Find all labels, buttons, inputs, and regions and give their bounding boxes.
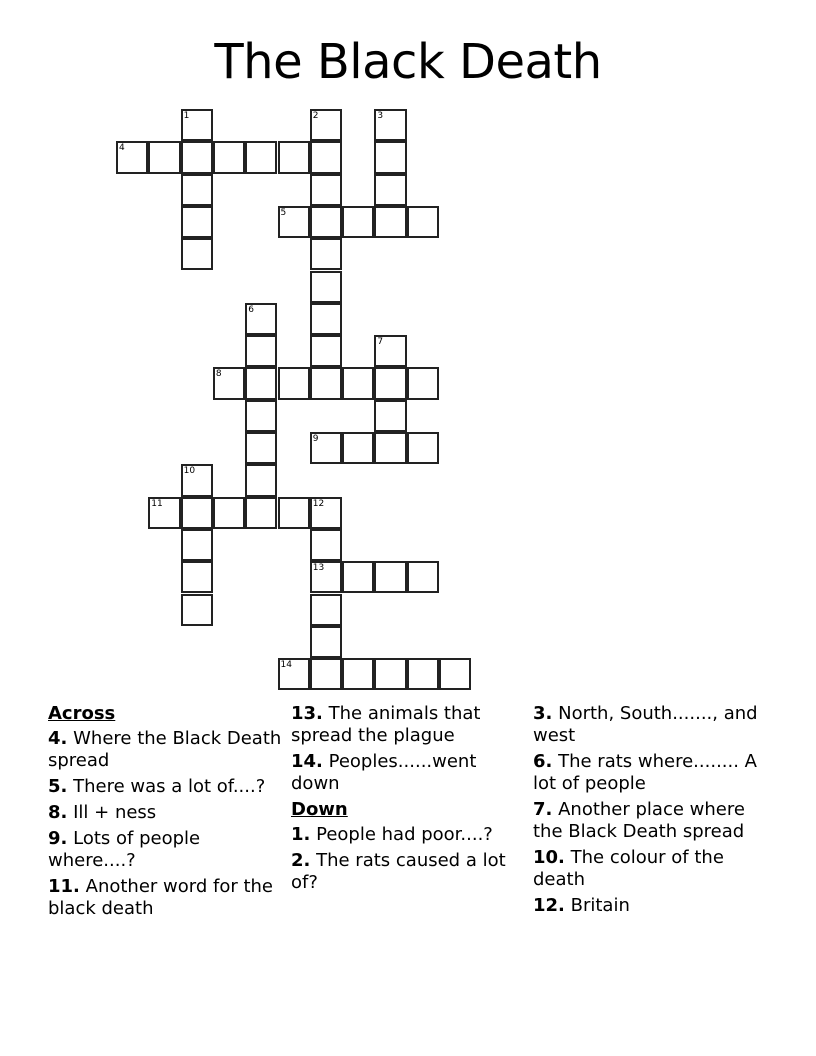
grid-cell[interactable] xyxy=(245,400,277,432)
grid-cell[interactable] xyxy=(181,174,213,206)
grid-cell[interactable] xyxy=(213,367,245,399)
grid-cell[interactable] xyxy=(374,432,406,464)
grid-cell[interactable] xyxy=(181,238,213,270)
grid-cell[interactable] xyxy=(374,206,406,238)
grid-cell[interactable] xyxy=(374,400,406,432)
grid-cell[interactable] xyxy=(310,174,342,206)
grid-cell[interactable] xyxy=(342,658,374,690)
page-title: The Black Death xyxy=(214,34,602,90)
grid-cell[interactable] xyxy=(181,109,213,141)
grid-cell[interactable] xyxy=(342,432,374,464)
grid-cell[interactable] xyxy=(310,335,342,367)
clue-across-4: 4. Where the Black Death spread xyxy=(48,728,282,771)
grid-cell[interactable] xyxy=(342,206,374,238)
clue-number: 12 xyxy=(312,498,325,509)
clue-number: 10 xyxy=(183,466,196,477)
grid-cell[interactable] xyxy=(374,109,406,141)
clue-down-6: 6. The rats where........ A lot of people xyxy=(533,751,757,794)
clue-across-5: 5. There was a lot of....? xyxy=(48,776,266,797)
clue-across-13: 13. The animals that spread the plague xyxy=(291,703,481,746)
grid-cell[interactable] xyxy=(148,141,180,173)
grid-cell[interactable] xyxy=(310,206,342,238)
clue-down-2: 2. The rats caused a lot of? xyxy=(291,850,506,893)
grid-cell[interactable] xyxy=(407,561,439,593)
clue-across-9: 9. Lots of people where....? xyxy=(48,828,201,871)
clue-down-1: 1. People had poor....? xyxy=(291,824,493,845)
across-heading: Across xyxy=(48,703,116,724)
grid-cell[interactable] xyxy=(374,141,406,173)
clue-number: 8 xyxy=(215,369,222,380)
grid-cell[interactable] xyxy=(278,497,310,529)
grid-cell[interactable] xyxy=(310,271,342,303)
grid-cell[interactable] xyxy=(181,529,213,561)
grid-cell[interactable] xyxy=(278,141,310,173)
grid-cell[interactable] xyxy=(213,141,245,173)
grid-cell[interactable] xyxy=(245,464,277,496)
grid-cell[interactable] xyxy=(310,658,342,690)
clue-number: 2 xyxy=(312,111,319,121)
grid-cell[interactable] xyxy=(374,174,406,206)
clue-across-8: 8. Ill + ness xyxy=(48,802,157,823)
grid-cell[interactable] xyxy=(342,561,374,593)
clue-number: 14 xyxy=(280,660,292,671)
grid-cell[interactable] xyxy=(278,206,310,238)
grid-cell[interactable] xyxy=(245,303,277,335)
grid-cell[interactable] xyxy=(310,594,342,626)
clue-down-7: 7. Another place where the Black Death spread xyxy=(533,799,745,842)
grid-cell[interactable] xyxy=(245,367,277,399)
grid-cell[interactable] xyxy=(407,432,439,464)
clue-across-14: 14. Peoples......went down xyxy=(291,751,477,794)
grid-cell[interactable] xyxy=(245,497,277,529)
grid-cell[interactable] xyxy=(148,497,180,529)
clues-column-2 xyxy=(291,703,526,898)
grid-cell[interactable] xyxy=(407,367,439,399)
grid-cell[interactable] xyxy=(181,497,213,529)
grid-cell[interactable] xyxy=(181,464,213,496)
clue-across-11: 11. Another word for the black death xyxy=(48,876,273,919)
clues-column-1 xyxy=(48,703,283,924)
grid-cell[interactable] xyxy=(374,561,406,593)
grid-cell[interactable] xyxy=(245,141,277,173)
grid-cell[interactable] xyxy=(310,561,342,593)
grid-cell[interactable] xyxy=(278,658,310,690)
grid-cell[interactable] xyxy=(245,432,277,464)
grid-cell[interactable] xyxy=(342,367,374,399)
clue-number: 9 xyxy=(312,434,319,444)
clue-number: 1 xyxy=(183,111,190,121)
grid-cell[interactable] xyxy=(310,432,342,464)
grid-cell[interactable] xyxy=(181,141,213,173)
grid-cell[interactable] xyxy=(374,367,406,399)
clue-number: 3 xyxy=(377,111,384,121)
clue-number: 7 xyxy=(377,337,384,348)
clue-number: 11 xyxy=(151,498,163,509)
grid-cell[interactable] xyxy=(310,626,342,658)
clue-down-12: 12. Britain xyxy=(533,895,630,916)
grid-cell[interactable] xyxy=(181,206,213,238)
clue-number: 6 xyxy=(248,304,254,315)
grid-cell[interactable] xyxy=(181,594,213,626)
grid-cell[interactable] xyxy=(310,141,342,173)
clue-number: 4 xyxy=(119,143,125,154)
grid-cell[interactable] xyxy=(310,529,342,561)
clue-down-3: 3. North, South......., and west xyxy=(533,703,758,746)
grid-cell[interactable] xyxy=(374,335,406,367)
grid-cell[interactable] xyxy=(407,658,439,690)
grid-cell[interactable] xyxy=(310,109,342,141)
clue-number: 5 xyxy=(280,207,287,218)
grid-cell[interactable] xyxy=(181,561,213,593)
grid-cell[interactable] xyxy=(310,367,342,399)
clue-number: 13 xyxy=(312,563,325,574)
grid-cell[interactable] xyxy=(245,335,277,367)
clue-down-10: 10. The colour of the death xyxy=(533,847,724,890)
grid-cell[interactable] xyxy=(116,141,148,173)
down-heading: Down xyxy=(291,799,348,820)
grid-cell[interactable] xyxy=(310,497,342,529)
grid-cell[interactable] xyxy=(213,497,245,529)
grid-cell[interactable] xyxy=(278,367,310,399)
grid-cell[interactable] xyxy=(374,658,406,690)
grid-cell[interactable] xyxy=(310,238,342,270)
grid-cell[interactable] xyxy=(310,303,342,335)
clues-column-3 xyxy=(533,703,773,921)
grid-cell[interactable] xyxy=(439,658,471,690)
grid-cell[interactable] xyxy=(407,206,439,238)
